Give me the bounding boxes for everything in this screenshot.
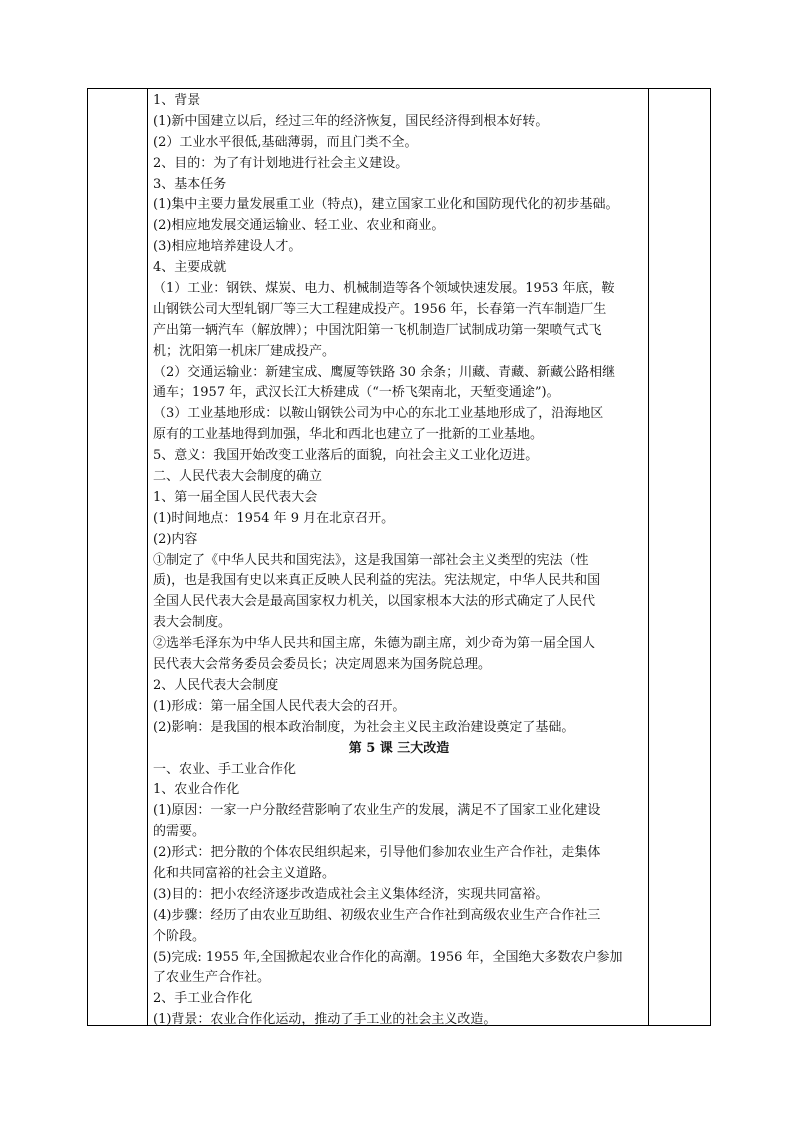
text-line: (2）工业水平很低,基础薄弱，而且门类不全。 (153, 134, 418, 150)
text-line: 化和共同富裕的社会主义道路。 (153, 865, 336, 881)
text-line: (1)原因：一家一户分散经营影响了农业生产的发展，满足不了国家工业化建设 (153, 803, 601, 819)
text-line: (5)完成: 1955 年,全国掀起农业合作化的高潮。1956 年，全国绝大多数农户参加 (153, 949, 623, 965)
text-line: (1)集中主要力量发展重工业（特点)，建立国家工业化和国防现代化的初步基础。 (153, 197, 619, 213)
lesson-heading: 第 5 课 三大改造 (348, 740, 450, 756)
text-line: 3、基本任务 (153, 176, 227, 192)
text-line: 民代表大会常务委员会委员长；决定周恩来为国务院总理。 (153, 657, 492, 673)
text-line: 一、农业、手工业合作化 (153, 761, 297, 777)
text-line: (1)时间地点：1954 年 9 月在北京召开。 (153, 510, 395, 526)
text-line: (3)相应地培养建设人才。 (153, 239, 302, 255)
text-line: 产出第一辆汽车（解放牌）；中国沈阳第一飞机制造厂试制成功第一架喷气式飞 (153, 322, 602, 338)
text-line: 通车；1957 年，武汉长江大桥建成（“一桥飞架南北，天堑变通途”)。 (153, 385, 560, 401)
text-line: （3）工业基地形成：以鞍山钢铁公司为中心的东北工业基地形成了，沿海地区 (153, 406, 604, 422)
text-line: (2)相应地发展交通运输业、轻工业、农业和商业。 (153, 218, 445, 234)
text-line: (3)目的：把小农经济逐步改造成社会主义集体经济，实现共同富裕。 (153, 886, 549, 902)
text-line: 1、背景 (153, 93, 201, 108)
text-line: (2)内容 (153, 531, 198, 547)
text-line: 表大会制度。 (153, 615, 232, 631)
text-line: 了农业生产合作社。 (153, 970, 271, 986)
table-column-divider-left (147, 89, 148, 1025)
text-line: 二、人民代表大会制度的确立 (153, 469, 323, 485)
text-line: (2)形式：把分散的个体农民组织起来，引导他们参加农业生产合作社，走集体 (153, 845, 601, 861)
text-line: 1、农业合作化 (153, 782, 240, 798)
text-line: (2)影响：是我国的根本政治制度，为社会主义民主政治建设奠定了基础。 (153, 719, 575, 735)
text-line: 原有的工业基地得到加强，华北和西北也建立了一批新的工业基地。 (153, 427, 544, 443)
text-line: (4)步骤：经历了由农业互助组、初级农业生产合作社到高级农业生产合作社三 (153, 907, 601, 923)
text-line: （1）工业：钢铁、煤炭、电力、机械制造等各个领域快速发展。1953 年底，鞍 (153, 281, 615, 297)
text-line: (1)新中国建立以后，经过三年的经济恢复，国民经济得到根本好转。 (153, 113, 549, 129)
table-column-divider-right (648, 89, 649, 1025)
text-line: 个阶段。 (153, 928, 206, 944)
text-line: 4、主要成就 (153, 260, 227, 276)
text-line: 1、第一届全国人民代表大会 (153, 489, 318, 505)
text-line: 机；沈阳第一机床厂建成投产。 (153, 343, 336, 359)
text-line: 2、人民代表大会制度 (153, 677, 279, 693)
text-line: 全国人民代表大会是最高国家权力机关，以国家根本大法的形式确定了人民代 (153, 594, 596, 610)
text-line: (1)背景：农业合作化运动，推动了手工业的社会主义改造。 (153, 1012, 497, 1028)
text-line: 5、意义：我国开始改变工业落后的面貌，向社会主义工业化迈进。 (153, 448, 539, 464)
text-line: 2、目的：为了有计划地进行社会主义建设。 (153, 155, 409, 171)
text-line: ②选举毛泽东为中华人民共和国主席，朱德为副主席，刘少奇为第一届全国人 (153, 636, 596, 652)
text-line: 质)，也是我国有史以来真正反映人民利益的宪法。宪法规定，中华人民共和国 (153, 573, 601, 589)
text-line: (1)形成：第一届全国人民代表大会的召开。 (153, 698, 406, 714)
lesson-content-cell (153, 91, 645, 1031)
text-line: ①制定了《中华人民共和国宪法》，这是我国第一部社会主义类型的宪法（性 (153, 552, 589, 568)
text-line: 2、手工业合作化 (153, 991, 253, 1007)
text-line: 山钢铁公司大型轧钢厂等三大工程建成投产。1956 年，长春第一汽车制造厂生 (153, 301, 607, 317)
text-line: （2）交通运输业：新建宝成、鹰厦等铁路 30 余条；川藏、青藏、新藏公路相继 (153, 364, 616, 380)
text-line: 的需要。 (153, 824, 206, 840)
lesson-table (87, 88, 711, 1026)
